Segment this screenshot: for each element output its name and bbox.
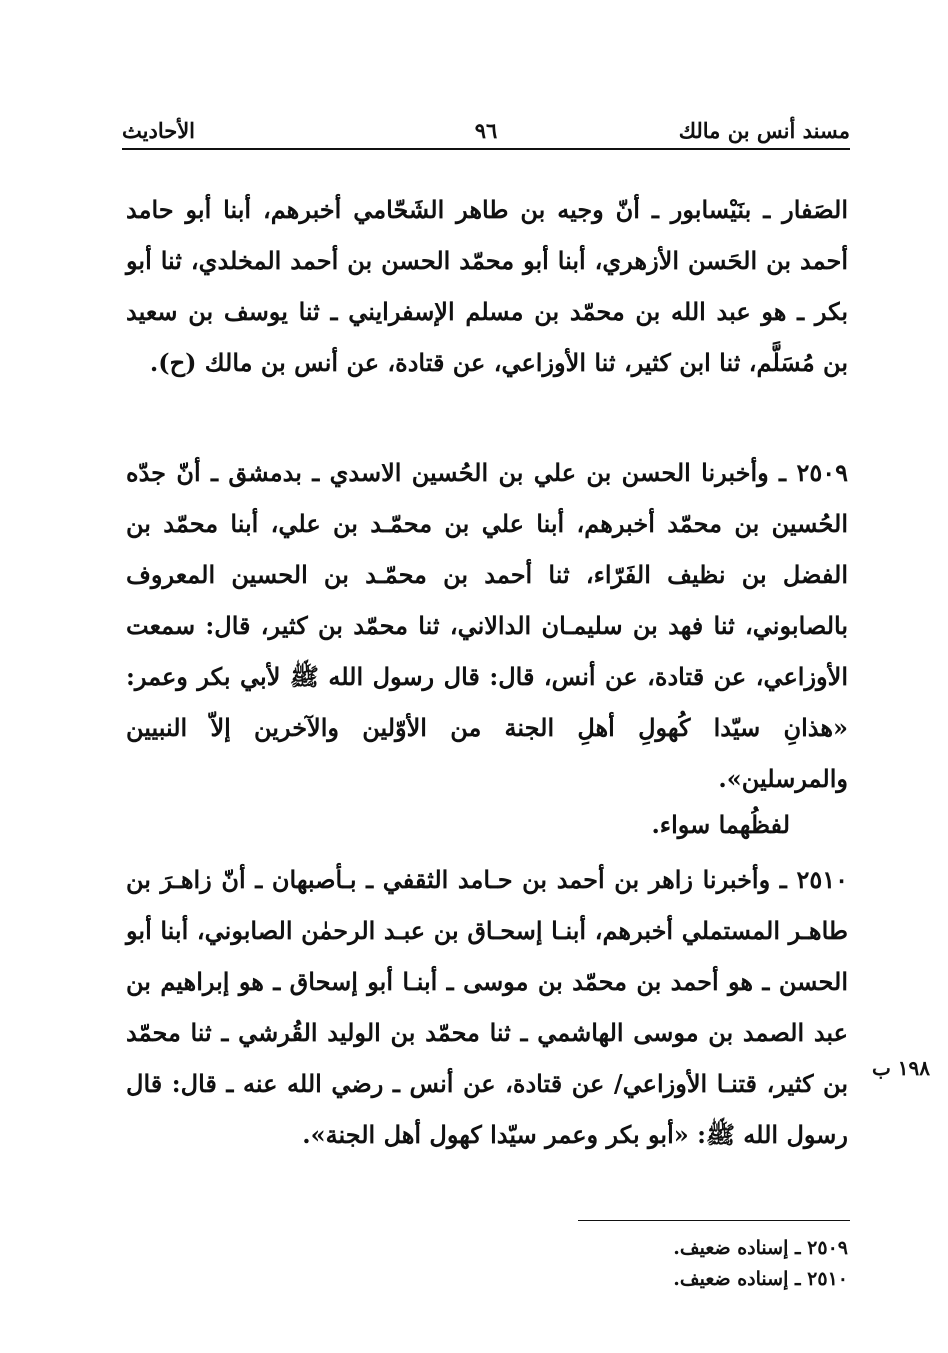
- footnote: [400, 1264, 848, 1295]
- footnote-text: ـ إسناده ضعيف.: [673, 1268, 801, 1290]
- header-divider: [122, 148, 850, 150]
- hadith-text: ـ وأخبرنا الحسن بن علي بن الحُسين الاسدي ـ بدمشق ـ أنّ جدّه الحُسين بن محمّد أخبرهم، أبنا علي بن محمّـد بن علي، أبنا محمّد بن الفضل بن نظيف الفَرّاء، ثنا أحمد بن محمّـد بن الحسين المعروف بالصابوني، ثنا فهد بن سليمـان الدالاني، ثنا محمّد بن كثير، قال: سمعت الأوزاعي، عن قتادة، عن أنس، قال: قال رسول الله ﷺ لأبي بكر وعمر: «هذانِ سيّدا كُهولِ أهلِ الجنة من الأوّلين والآخرين إلاّ النبيين والمرسلين».: [126, 458, 848, 793]
- hadith-number: ٢٥٠٩: [796, 458, 848, 487]
- manuscript-folio-marker: ١٩٨ ب: [872, 1056, 931, 1080]
- hadith-text: ـ وأخبرنا زاهر بن أحمد بن حـامد الثقفي ـ بـأصبهان ـ أنّ زاهـرَ بن طاهـر المستملي أخبرهم، أبنـا إسحـاق بن عبـد الرحمٰن الصابوني، أبنا أبو الحسن ـ هو أحمد بن محمّد بن موسى ـ أبنـا أبو إسحاق ـ هو إبراهيم بن عبد الصمد بن موسى الهاشمي ـ ثنا محمّد بن الوليد القُرشي ـ ثنا محمّد بن كثير، قتنـا الأوزاعي/ عن قتادة، عن أنس ـ رضي الله عنه ـ قال: قال رسول الله ﷺ: «أبو بكر وعمر سيّدا كهول أهل الجنة».: [126, 865, 848, 1149]
- hadith-2509: [126, 447, 848, 804]
- footnote-number: ٢٥٠٩: [807, 1237, 848, 1259]
- paragraph-text: الصَفار ـ بنَيْسابور ـ أنّ وجيه بن طاهر الشَحّامي أخبرهم، أبنا أبو حامد أحمد بن الحَسن الأزهري، أبنا أبو محمّد الحسن بن أحمد المخلدي، ثنا أبو بكر ـ هو عبد الله بن محمّد بن مسلم الإسفرايني ـ ثنا يوسف بن سعيد بن مُسَلَّم، ثنا ابن كثير، ثنا الأوزاعي، عن قتادة، عن أنس بن مالك (ح).: [126, 195, 848, 377]
- header-section-title: الأحاديث: [122, 118, 196, 143]
- hadith-number: ٢٥١٠: [796, 865, 848, 894]
- header-book-title: مسند أنس بن مالك: [678, 118, 850, 143]
- note-text: لفظُهما سواء.: [651, 810, 790, 839]
- continuation-paragraph: [126, 184, 848, 388]
- footnote-divider: [578, 1220, 850, 1221]
- wording-note: [126, 799, 848, 850]
- running-header: [122, 112, 850, 152]
- hadith-2510: [126, 854, 848, 1160]
- footnote-text: ـ إسناده ضعيف.: [673, 1237, 801, 1259]
- footnote: [400, 1233, 848, 1264]
- page-number: ٩٦: [474, 118, 498, 143]
- footnotes: [400, 1233, 848, 1295]
- footnote-number: ٢٥١٠: [807, 1268, 848, 1290]
